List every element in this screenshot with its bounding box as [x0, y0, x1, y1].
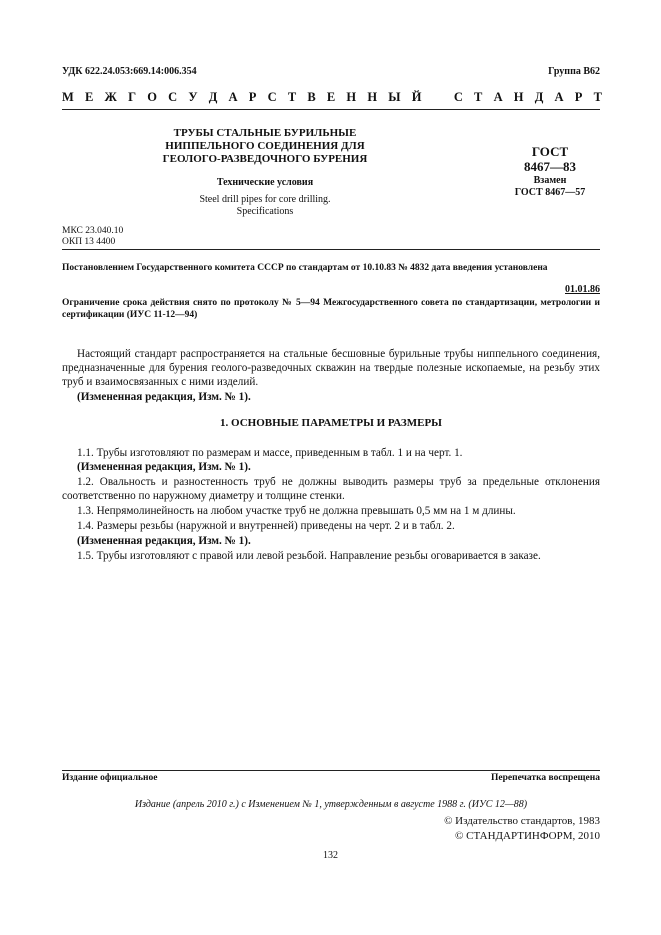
banner-letter: М	[62, 90, 74, 104]
standard-banner	[62, 90, 602, 104]
gost-designation	[500, 144, 600, 199]
copyright-publisher: © Издательство стандартов, 1983	[444, 815, 600, 827]
udk-code: УДК 622.24.053:669.14:006.354	[62, 66, 197, 77]
clause-1-1: 1.1. Трубы изготовляют по размерам и массе, приведенным в табл. 1 и на черт. 1.	[77, 447, 463, 459]
banner-letter: Р	[574, 90, 583, 104]
codes-divider	[62, 249, 600, 250]
group-code: Группа В62	[548, 66, 600, 77]
banner-letter: Ж	[104, 90, 117, 104]
reprint-prohibited: Перепечатка воспрещена	[490, 773, 600, 783]
banner-letter: С	[453, 90, 463, 104]
title-line: ГЕОЛОГО-РАЗВЕДОЧНОГО БУРЕНИЯ	[162, 153, 368, 165]
intro-paragraph: Настоящий стандарт распространяется на стальные бесшовные бурильные трубы ниппельного соединения, предназначенные для бурения геолого-разведочных скважин на твердые полезные ископаемые, на резьбу этих труб и взаимосвязанных с ними изделий.	[62, 348, 600, 389]
clause-1-2: 1.2. Овальность и разностенность труб не должны выводить размеры труб за предельные отклонения соответственно по наружному диаметру и толщине стенки.	[62, 476, 600, 503]
banner-letter: Й	[411, 90, 422, 104]
title-line: ТРУБЫ СТАЛЬНЫЕ БУРИЛЬНЫЕ	[173, 127, 357, 139]
page-number: 132	[323, 850, 338, 861]
banner-letter: С	[168, 90, 178, 104]
clause-1-3: 1.3. Непрямолинейность на любом участке труб не должна превышать 0,5 мм на 1 м длины.	[77, 505, 516, 517]
banner-letter: Е	[85, 90, 94, 104]
english-title-line: Steel drill pipes for core drilling.	[199, 194, 331, 205]
introduction-date: 01.01.86	[565, 284, 600, 295]
banner-letter: Т	[593, 90, 602, 104]
banner-letter: Н	[513, 90, 524, 104]
banner-letter: Т	[287, 90, 297, 104]
banner-letter: Г	[128, 90, 137, 104]
title-line: НИППЕЛЬНОГО СОЕДИНЕНИЯ ДЛЯ	[165, 140, 365, 152]
banner-letter: Т	[474, 90, 483, 104]
banner-letter: В	[307, 90, 316, 104]
banner-letter: Е	[326, 90, 336, 104]
replaces-standard: ГОСТ 8467—57	[514, 187, 586, 198]
subtitle: Технические условия	[216, 177, 314, 188]
edition-note: Издание (апрель 2010 г.) с Изменением № 1, утвержденным в августе 1988 г. (ИУС 12—88)	[134, 799, 528, 810]
banner-letter: А	[228, 90, 238, 104]
clause-1-5: 1.5. Трубы изготовляют с правой или левой резьбой. Направление резьбы оговаривается в заказе.	[77, 550, 541, 562]
english-title-line: Specifications	[236, 206, 294, 217]
okp-code: ОКП 13 4400	[62, 237, 116, 247]
banner-letter: А	[493, 90, 503, 104]
clause-1-4: 1.4. Размеры резьбы (наружной и внутренней) приведены на черт. 2 и в табл. 2.	[77, 520, 455, 532]
banner-letter: У	[188, 90, 198, 104]
gost-number: 8467—83	[524, 159, 576, 174]
clause-1-4-amendment: (Измененная редакция, Изм. № 1).	[77, 535, 251, 547]
mks-code: МКС 23.040.10	[62, 226, 124, 236]
banner-letter: Н	[346, 90, 357, 104]
footer-divider	[62, 770, 600, 771]
classification-codes	[62, 226, 123, 248]
banner-letter: Д	[208, 90, 218, 104]
limit-removed-note: Ограничение срока действия снято по протоколу № 5—94 Межгосударственного совета по стандартизации, метрологии и сертификации (ИУС 11-12—94)	[62, 298, 600, 320]
replaces-label: Взамен	[533, 175, 567, 186]
clause-1-1-amendment: (Измененная редакция, Изм. № 1).	[77, 461, 251, 473]
banner-letter: Н	[367, 90, 378, 104]
banner-letter: Р	[248, 90, 257, 104]
banner-letter: А	[554, 90, 564, 104]
banner-letter: С	[267, 90, 277, 104]
intro-amendment: (Измененная редакция, Изм. № 1).	[77, 391, 251, 403]
decree-text: Постановлением Государственного комитета СССР по стандартам от 10.10.83 № 4832 дата введения установлена	[62, 263, 548, 273]
banner-letter: О	[147, 90, 157, 104]
banner-letter: Ы	[388, 90, 401, 104]
english-title	[110, 194, 420, 218]
banner-letter: Д	[534, 90, 544, 104]
section-heading: 1. ОСНОВНЫЕ ПАРАМЕТРЫ И РАЗМЕРЫ	[220, 417, 442, 429]
header-divider	[62, 109, 600, 110]
gost-label: ГОСТ	[531, 144, 569, 159]
standard-title	[110, 127, 420, 166]
copyright-standartinform: © СТАНДАРТИНФОРМ, 2010	[455, 830, 600, 842]
official-edition: Издание официальное	[62, 773, 158, 783]
